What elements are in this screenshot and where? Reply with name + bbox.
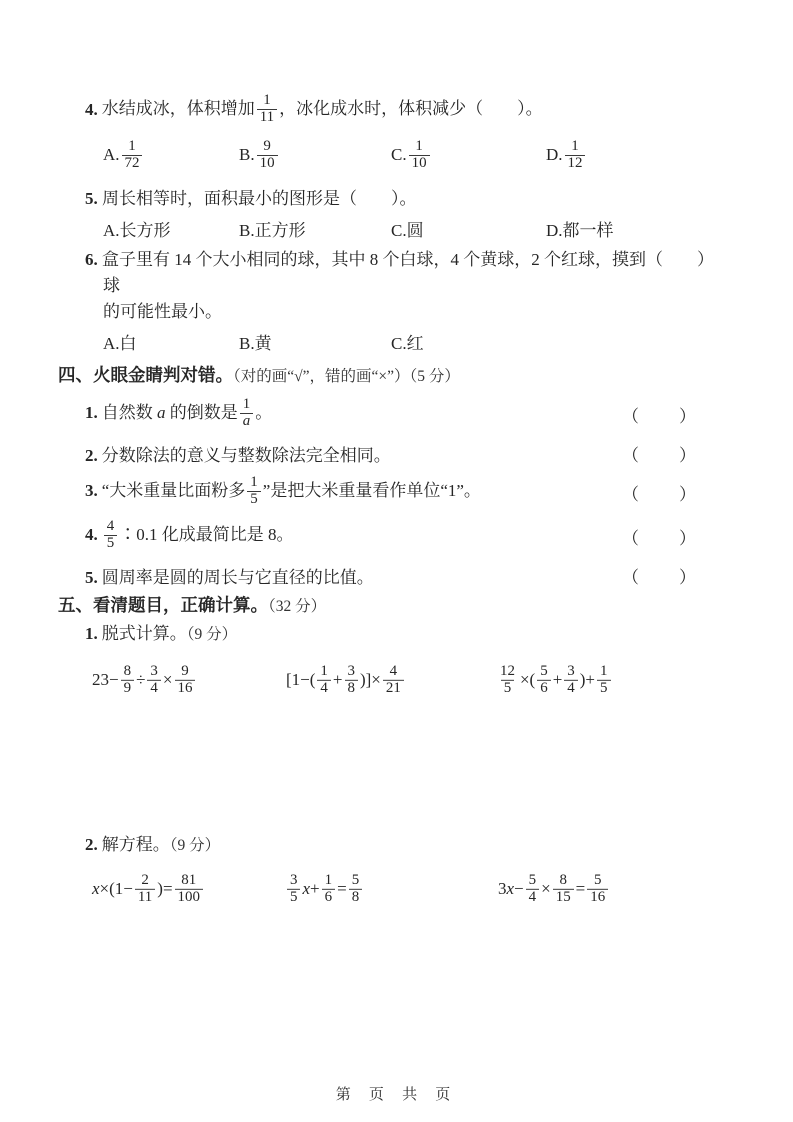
judgment-section-header: [58, 362, 713, 390]
sub1-label-text: 脱式计算。: [101, 624, 187, 643]
working-space: [58, 711, 713, 831]
choice-question-4: [58, 88, 713, 178]
question-stem: [85, 88, 713, 132]
choice-question-5: [58, 186, 713, 241]
fraction: $\frac{1}{6}$: [322, 873, 335, 905]
option-a: A. $\frac{1}{72}$: [103, 140, 239, 172]
fraction: $\frac{1}{11}$: [257, 93, 277, 125]
question-number: 4.: [85, 524, 98, 544]
sub1-score: （9 分）: [186, 626, 238, 643]
fraction: $\frac{3}{4}$: [564, 664, 577, 696]
option-b: B. $\frac{9}{10}$: [239, 140, 391, 172]
fraction: $\frac{1}{a}$: [240, 397, 253, 429]
fraction: $\frac{1}{5}$: [597, 664, 610, 696]
fraction: $\frac{1}{10}$: [409, 139, 430, 171]
expression-row: [58, 651, 713, 711]
fraction: $\frac{2}{11}$: [135, 873, 155, 905]
fraction: $\frac{4}{5}$: [104, 519, 117, 551]
judgment-item-2: [85, 440, 698, 466]
fraction: $\frac{9}{10}$: [257, 139, 278, 171]
question-text-line2: 的可能性最小。: [103, 302, 222, 321]
question-number: 1.: [85, 402, 98, 422]
fraction: $\frac{3}{4}$: [147, 664, 160, 696]
expression-1: 23− $\frac{8}{9}$ ÷ $\frac{3}{4}$ × $\frac{9}{16}$: [92, 665, 197, 697]
expression-3: $\frac{12}{5}$ ×( $\frac{5}{6}$ + $\frac{3}{4}$ )+ $\frac{1}{5}$: [495, 665, 613, 697]
question-number: 5.: [85, 567, 98, 587]
judgment-text: 2. 分数除法的意义与整数除法完全相同。: [85, 445, 391, 465]
choice-question-6: [58, 247, 713, 354]
calc-section-header: [58, 592, 713, 620]
answer-blank: （ ）: [622, 528, 698, 548]
equation-row: [58, 860, 713, 920]
question-text: 盒子里有 14 个大小相同的球，其中 8 个白球，4 个黄球，2 个红球，摸到（ ）球: [102, 250, 706, 295]
judgment-text: 1. 自然数 a 的倒数是 $\frac{1}{a}$ 。: [85, 395, 273, 429]
fraction: $\frac{3}{8}$: [345, 664, 358, 696]
option-c: C.红: [391, 334, 424, 353]
option-c: C.圆: [391, 221, 424, 240]
judgment-item-5: [85, 562, 698, 588]
page-footer: 第 页 共 页: [335, 1086, 458, 1103]
fraction: $\frac{3}{5}$: [287, 873, 300, 905]
calc-sub2-label: [85, 833, 713, 858]
judgment-text: 5. 圆周率是圆的周长与它直径的比值。: [85, 567, 374, 587]
fraction: $\frac{4}{21}$: [383, 664, 404, 696]
option-row: [103, 329, 713, 354]
section-subtitle: （对的画“√”，错的画“×”）（5 分）: [233, 368, 460, 385]
question-number: 1.: [85, 624, 98, 643]
fraction: $\frac{5}{4}$: [526, 873, 539, 905]
fraction: $\frac{8}{15}$: [553, 873, 574, 905]
fraction: $\frac{5}{16}$: [587, 873, 608, 905]
sub2-label-text: 解方程。: [101, 835, 170, 854]
question-stem: [85, 186, 713, 212]
judgment-text: 3. “大米重量比面粉多 $\frac{1}{5}$ ”是把大米重量看作单位“1”。: [85, 473, 481, 507]
fraction: $\frac{5}{8}$: [349, 873, 362, 905]
equation-1: x×(1− $\frac{2}{11}$ )= $\frac{81}{100}$: [92, 874, 205, 906]
fraction: $\frac{12}{5}$: [500, 662, 515, 696]
section-score: （32 分）: [268, 598, 327, 615]
judgment-text: 4. $\frac{4}{5}$ ∶0.1 化成最简比是 8。: [85, 517, 294, 551]
judgment-item-3: [85, 470, 698, 514]
option-a: A.长方形: [103, 221, 171, 240]
judgment-item-4: [85, 514, 698, 558]
answer-blank: （ ）: [622, 406, 698, 426]
fraction: $\frac{1}{12}$: [565, 139, 586, 171]
fraction: $\frac{81}{100}$: [175, 873, 203, 905]
option-d: D. $\frac{1}{12}$: [546, 140, 713, 172]
question-stem: [85, 247, 713, 299]
fraction: $\frac{1}{72}$: [122, 139, 143, 171]
question-number: 5.: [85, 189, 98, 208]
expression-2: [1−( $\frac{1}{4}$ + $\frac{3}{8}$ )]× $\frac{4}{21}$: [286, 665, 406, 697]
option-row: [103, 134, 713, 178]
fraction: $\frac{1}{5}$: [247, 475, 260, 507]
option-row: [103, 216, 713, 241]
option-a: A.白: [103, 334, 137, 353]
sub2-score: （9 分）: [169, 837, 221, 854]
answer-blank: （ ）: [622, 567, 698, 587]
question-text: 周长相等时，面积最小的图形是（ ）。: [102, 189, 417, 208]
fraction: $\frac{9}{16}$: [175, 664, 196, 696]
fraction: $\frac{1}{4}$: [317, 664, 330, 696]
question-number: 4.: [85, 100, 98, 119]
calc-sub1-label: [85, 622, 713, 647]
equation-3: 3x− $\frac{5}{4}$ × $\frac{8}{15}$ = $\frac{5}{16}$: [498, 874, 610, 906]
fraction: $\frac{8}{9}$: [121, 664, 134, 696]
answer-blank: （ ）: [622, 484, 698, 504]
judgment-item-1: [85, 392, 698, 436]
option-b: B.黄: [239, 334, 272, 353]
section-title: 五、看清题目，正确计算。: [58, 595, 268, 615]
option-c: C. $\frac{1}{10}$: [391, 140, 546, 172]
section-title: 四、火眼金睛判对错。: [58, 365, 233, 385]
question-text: 水结成冰，体积增加 $\frac{1}{11}$ ，冰化成水时，体积减少（ ）。: [101, 91, 543, 125]
answer-blank: （ ）: [622, 445, 698, 465]
question-number: 6.: [85, 250, 98, 269]
question-number: 3.: [85, 480, 98, 500]
page-content: [58, 88, 713, 920]
option-d: D.都一样: [546, 221, 614, 240]
option-b: B.正方形: [239, 221, 306, 240]
question-number: 2.: [85, 835, 98, 854]
equation-2: $\frac{3}{5}$ x+ $\frac{1}{6}$ = $\frac{5}{8}$: [285, 874, 364, 906]
question-number: 2.: [85, 445, 98, 465]
fraction: $\frac{5}{6}$: [537, 664, 550, 696]
